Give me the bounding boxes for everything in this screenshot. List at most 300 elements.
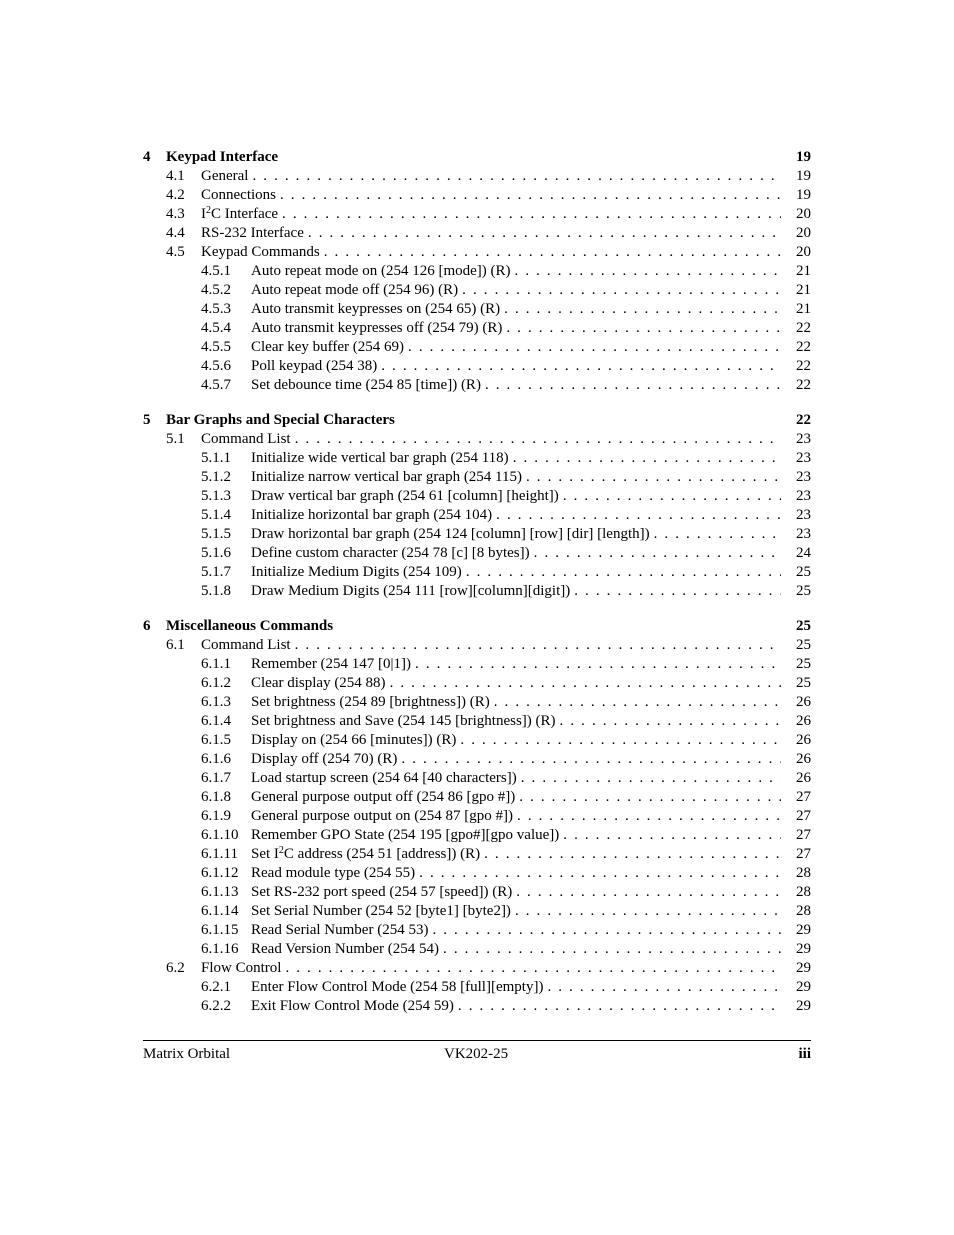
toc-dot-leader <box>295 430 781 449</box>
toc-entry-title-line <box>251 902 783 921</box>
toc-entry-title-text: General purpose output on (254 87 [gpo #]) <box>251 808 514 824</box>
toc-subsection[interactable] <box>143 468 811 487</box>
toc-entry-title-line <box>201 167 783 186</box>
toc-subsection[interactable] <box>143 997 811 1016</box>
toc-entry-title <box>251 582 574 601</box>
toc-entry-title-line <box>251 940 783 959</box>
toc-dot-leader <box>460 731 781 750</box>
toc-dot-leader <box>462 281 781 300</box>
toc-entry-number: 5.1.7 <box>201 564 231 580</box>
toc-subsection[interactable] <box>143 563 811 582</box>
toc-entry-title <box>251 978 547 997</box>
toc-entry-title-line <box>251 449 783 468</box>
toc-entry-page: 27 <box>796 846 811 862</box>
toc-entry-title-text: Display on (254 66 [minutes]) (R) <box>251 732 457 748</box>
toc-dot-leader <box>458 997 781 1016</box>
toc-entry-title-text: Define custom character (254 78 [c] [8 bytes]) <box>251 545 530 561</box>
toc-entry-number: 5 <box>143 412 151 428</box>
toc-entry-title <box>166 617 337 636</box>
toc-entry-page: 19 <box>796 168 811 184</box>
toc-entry-title-line <box>251 921 783 940</box>
toc-entry-title-line <box>251 731 783 750</box>
toc-chapter[interactable] <box>143 411 811 430</box>
toc-entry-page: 28 <box>796 903 811 919</box>
toc-section[interactable] <box>143 205 811 224</box>
toc-entry-title-line <box>251 864 783 883</box>
toc-entry-page: 22 <box>796 339 811 355</box>
toc-entry-number: 6.1.14 <box>201 903 239 919</box>
toc-entry-title-line <box>201 636 783 655</box>
toc-entry-title-superscript: 2 <box>278 845 284 856</box>
toc-subsection[interactable] <box>143 826 811 845</box>
toc-entry-number: 4.5.1 <box>201 263 231 279</box>
toc-entry-title-line <box>251 883 783 902</box>
toc-entry-title <box>251 826 563 845</box>
toc-entry-page: 19 <box>796 187 811 203</box>
toc-entry-title <box>251 807 517 826</box>
toc-entry-number: 4.3 <box>166 206 185 222</box>
toc-subsection[interactable] <box>143 731 811 750</box>
toc-entry-title <box>251 357 381 376</box>
toc-chapter[interactable] <box>143 148 811 167</box>
table-of-contents <box>143 148 811 1016</box>
toc-dot-leader <box>324 243 781 262</box>
toc-entry-title-line <box>251 506 783 525</box>
toc-entry-page: 23 <box>796 488 811 504</box>
toc-entry-page: 20 <box>796 206 811 222</box>
toc-entry-title <box>251 487 563 506</box>
toc-dot-leader <box>494 693 781 712</box>
toc-entry-title-line <box>251 769 783 788</box>
toc-entry-page: 27 <box>796 808 811 824</box>
toc-entry-title-line <box>251 319 783 338</box>
toc-entry-title-text: Draw Medium Digits (254 111 [row][column][digit]) <box>251 583 571 599</box>
toc-entry-title-line <box>251 845 783 864</box>
toc-dot-leader <box>252 167 781 186</box>
toc-entry-page: 29 <box>796 979 811 995</box>
toc-dot-leader <box>415 655 781 674</box>
toc-dot-leader <box>654 525 781 544</box>
toc-entry-page: 25 <box>796 637 811 653</box>
toc-entry-title-line <box>251 468 783 487</box>
toc-entry-page: 29 <box>796 941 811 957</box>
toc-entry-page: 25 <box>796 675 811 691</box>
toc-entry-title <box>251 655 415 674</box>
toc-entry-title-line <box>251 674 783 693</box>
toc-dot-leader <box>285 959 781 978</box>
toc-entry-title-text: Clear display (254 88) <box>251 675 386 691</box>
toc-entry-title-line <box>201 959 783 978</box>
toc-entry-number: 4 <box>143 149 151 165</box>
toc-dot-leader <box>516 883 781 902</box>
toc-entry-title-text: Keypad Commands <box>201 244 320 260</box>
toc-entry-page: 28 <box>796 884 811 900</box>
toc-entry-title-line <box>251 376 783 395</box>
toc-entry-page: 26 <box>796 694 811 710</box>
toc-dot-leader <box>381 357 781 376</box>
toc-entry-title-line <box>251 525 783 544</box>
toc-subsection[interactable] <box>143 544 811 563</box>
toc-dot-leader <box>504 300 781 319</box>
toc-entry-number: 6.1.15 <box>201 922 239 938</box>
toc-entry-title <box>201 224 308 243</box>
toc-entry-title <box>251 693 494 712</box>
toc-entry-title <box>201 243 324 262</box>
toc-entry-page: 25 <box>796 564 811 580</box>
toc-entry-title <box>251 506 496 525</box>
toc-entry-title-line <box>251 300 783 319</box>
toc-entry-number: 5.1.6 <box>201 545 231 561</box>
toc-dot-leader <box>401 750 781 769</box>
toc-entry-title <box>251 997 458 1016</box>
toc-entry-title-line <box>201 186 783 205</box>
toc-entry-title-text: Set debounce time (254 85 [time]) (R) <box>251 377 481 393</box>
toc-entry-page: 29 <box>796 960 811 976</box>
toc-entry-title <box>201 186 280 205</box>
toc-subsection[interactable] <box>143 319 811 338</box>
toc-dot-leader <box>534 544 781 563</box>
toc-subsection[interactable] <box>143 845 811 864</box>
toc-dot-leader <box>521 769 781 788</box>
toc-entry-title-line <box>251 807 783 826</box>
toc-entry-title-prefix: Set I <box>251 846 279 862</box>
toc-entry-title-line <box>251 750 783 769</box>
toc-entry-title <box>201 167 252 186</box>
toc-entry-title-line <box>251 712 783 731</box>
toc-dot-leader <box>563 826 781 845</box>
toc-entry-number: 6.2.2 <box>201 998 231 1014</box>
toc-entry-page: 24 <box>796 545 811 561</box>
toc-subsection[interactable] <box>143 281 811 300</box>
toc-entry-title <box>251 788 519 807</box>
toc-entry-title-text: General <box>201 168 249 184</box>
toc-entry-page: 22 <box>796 320 811 336</box>
toc-entry-title-line <box>251 338 783 357</box>
toc-subsection[interactable] <box>143 487 811 506</box>
toc-entry-number: 4.5.4 <box>201 320 231 336</box>
toc-entry-page: 29 <box>796 922 811 938</box>
toc-entry-number: 6.1.3 <box>201 694 231 710</box>
toc-dot-leader <box>547 978 781 997</box>
toc-entry-number: 4.5 <box>166 244 185 260</box>
toc-entry-title-text: Initialize wide vertical bar graph (254 118) <box>251 450 509 466</box>
toc-section[interactable] <box>143 959 811 978</box>
toc-entry-title-text: Enter Flow Control Mode (254 58 [full][empty]) <box>251 979 544 995</box>
toc-entry-number: 6.1.6 <box>201 751 231 767</box>
toc-entry-title-text: Set brightness (254 89 [brightness]) (R) <box>251 694 490 710</box>
toc-entry-page: 22 <box>796 358 811 374</box>
toc-entry-page: 23 <box>796 526 811 542</box>
toc-entry-title-line <box>251 788 783 807</box>
toc-entry-title-text: Draw vertical bar graph (254 61 [column] [height]) <box>251 488 559 504</box>
toc-entry-title <box>166 411 399 430</box>
toc-section[interactable] <box>143 430 811 449</box>
toc-subsection[interactable] <box>143 807 811 826</box>
toc-subsection[interactable] <box>143 769 811 788</box>
toc-entry-title <box>251 262 515 281</box>
toc-entry-title <box>201 959 285 978</box>
toc-entry-page: 20 <box>796 244 811 260</box>
toc-entry-page: 25 <box>796 656 811 672</box>
toc-entry-page: 28 <box>796 865 811 881</box>
toc-subsection[interactable] <box>143 712 811 731</box>
toc-entry-title-text: Miscellaneous Commands <box>166 618 334 634</box>
toc-subsection[interactable] <box>143 864 811 883</box>
toc-entry-title <box>201 430 295 449</box>
toc-entry-number: 5.1.1 <box>201 450 231 466</box>
toc-entry-title <box>251 769 521 788</box>
toc-entry-title <box>251 674 390 693</box>
toc-subsection[interactable] <box>143 338 811 357</box>
toc-dot-leader <box>517 807 781 826</box>
toc-entry-title-text: Connections <box>201 187 276 203</box>
toc-entry-title-line <box>251 826 783 845</box>
toc-entry-title-text: Draw horizontal bar graph (254 124 [column] [row] [dir] [length]) <box>251 526 650 542</box>
toc-dot-leader <box>308 224 781 243</box>
toc-entry-title-text: Auto transmit keypresses off (254 79) (R) <box>251 320 503 336</box>
toc-subsection[interactable] <box>143 655 811 674</box>
toc-dot-leader <box>295 636 781 655</box>
toc-dot-leader <box>280 186 781 205</box>
toc-entry-page: 22 <box>796 412 811 428</box>
toc-dot-leader <box>432 921 781 940</box>
toc-entry-title <box>251 712 560 731</box>
toc-entry-title-prefix: I <box>201 206 206 222</box>
toc-entry-title-line <box>201 243 783 262</box>
toc-entry-number: 6.1 <box>166 637 185 653</box>
toc-entry-title <box>251 300 504 319</box>
toc-entry-number: 6.1.2 <box>201 675 231 691</box>
toc-subsection[interactable] <box>143 940 811 959</box>
toc-chapter[interactable] <box>143 617 811 636</box>
toc-dot-leader <box>419 864 781 883</box>
toc-entry-title-text: Clear key buffer (254 69) <box>251 339 405 355</box>
toc-entry-number: 4.2 <box>166 187 185 203</box>
toc-entry-number: 6.1.13 <box>201 884 239 900</box>
toc-entry-number: 4.1 <box>166 168 185 184</box>
toc-dot-leader <box>484 845 781 864</box>
toc-entry-number: 6.1.12 <box>201 865 239 881</box>
toc-entry-page: 21 <box>796 301 811 317</box>
toc-section[interactable] <box>143 224 811 243</box>
toc-dot-leader <box>282 205 781 224</box>
toc-subsection[interactable] <box>143 376 811 395</box>
toc-entry-title-text: Set brightness and Save (254 145 [brightness]) (R) <box>251 713 556 729</box>
toc-subsection[interactable] <box>143 921 811 940</box>
toc-entry-title <box>251 864 419 883</box>
toc-entry-title <box>251 544 534 563</box>
toc-entry-number: 6.1.11 <box>201 846 238 862</box>
toc-entry-number: 6.1.7 <box>201 770 231 786</box>
toc-entry-title-text: Remember (254 147 [0|1]) <box>251 656 412 672</box>
toc-entry-title <box>166 148 282 167</box>
toc-entry-title <box>251 921 432 940</box>
toc-entry-number: 6.1.4 <box>201 713 231 729</box>
toc-entry-title <box>251 525 654 544</box>
toc-entry-page: 20 <box>796 225 811 241</box>
toc-entry-title-superscript: 2 <box>206 205 211 216</box>
toc-entry-title-line <box>251 357 783 376</box>
toc-entry-title <box>251 468 526 487</box>
toc-entry-title-line <box>251 262 783 281</box>
toc-section[interactable] <box>143 243 811 262</box>
toc-entry-title <box>251 883 516 902</box>
toc-entry-title-text: Read Version Number (254 54) <box>251 941 440 957</box>
toc-entry-title-line <box>166 411 811 430</box>
toc-entry-page: 26 <box>796 713 811 729</box>
toc-entry-title-line <box>251 544 783 563</box>
toc-section[interactable] <box>143 167 811 186</box>
toc-entry-number: 6.1.1 <box>201 656 231 672</box>
toc-entry-page: 21 <box>796 282 811 298</box>
toc-entry-title <box>251 281 462 300</box>
toc-entry-number: 6.2 <box>166 960 185 976</box>
toc-entry-page: 23 <box>796 507 811 523</box>
toc-entry-title-line <box>251 281 783 300</box>
toc-entry-title-text: Set RS-232 port speed (254 57 [speed]) (R) <box>251 884 513 900</box>
toc-subsection[interactable] <box>143 788 811 807</box>
toc-entry-title-text: Set Serial Number (254 52 [byte1] [byte2]) <box>251 903 511 919</box>
toc-entry-title-line <box>201 224 783 243</box>
toc-entry-title-text: Initialize horizontal bar graph (254 104) <box>251 507 493 523</box>
toc-entry-title-text: C address (254 51 [address]) (R) <box>283 846 481 862</box>
toc-entry-title <box>201 205 282 224</box>
toc-section[interactable] <box>143 186 811 205</box>
toc-entry-title-text: Poll keypad (254 38) <box>251 358 378 374</box>
toc-entry-number: 6.1.16 <box>201 941 239 957</box>
toc-entry-number: 5.1.3 <box>201 488 231 504</box>
toc-entry-page: 25 <box>796 618 811 634</box>
toc-entry-page: 27 <box>796 827 811 843</box>
toc-dot-leader <box>519 788 781 807</box>
toc-entry-page: 23 <box>796 450 811 466</box>
toc-subsection[interactable] <box>143 750 811 769</box>
toc-entry-title-line <box>166 148 811 167</box>
toc-entry-number: 5.1.8 <box>201 583 231 599</box>
toc-subsection[interactable] <box>143 262 811 281</box>
toc-entry-number: 6 <box>143 618 151 634</box>
toc-subsection[interactable] <box>143 693 811 712</box>
toc-entry-number: 4.5.6 <box>201 358 231 374</box>
toc-entry-title-text: Initialize narrow vertical bar graph (254 115) <box>251 469 522 485</box>
toc-subsection[interactable] <box>143 902 811 921</box>
toc-section[interactable] <box>143 636 811 655</box>
toc-dot-leader <box>485 376 781 395</box>
toc-subsection[interactable] <box>143 883 811 902</box>
toc-dot-leader <box>515 262 781 281</box>
toc-entry-page: 22 <box>796 377 811 393</box>
toc-subsection[interactable] <box>143 449 811 468</box>
toc-subsection[interactable] <box>143 582 811 601</box>
toc-entry-title <box>251 563 466 582</box>
toc-entry-page: 19 <box>796 149 811 165</box>
toc-dot-leader <box>506 319 781 338</box>
toc-entry-number: 4.5.7 <box>201 377 231 393</box>
toc-entry-title-text: Auto transmit keypresses on (254 65) (R) <box>251 301 501 317</box>
toc-dot-leader <box>408 338 781 357</box>
toc-subsection[interactable] <box>143 506 811 525</box>
toc-dot-leader <box>515 902 781 921</box>
toc-entry-title-text: Auto repeat mode on (254 126 [mode]) (R) <box>251 263 511 279</box>
toc-entry-title-text: Command List <box>201 431 291 447</box>
toc-entry-title-line <box>201 430 783 449</box>
toc-entry-number: 5.1 <box>166 431 185 447</box>
toc-entry-number: 6.2.1 <box>201 979 231 995</box>
toc-entry-title <box>251 845 484 864</box>
toc-entry-number: 6.1.5 <box>201 732 231 748</box>
toc-dot-leader <box>563 487 781 506</box>
toc-entry-title-text: Flow Control <box>201 960 282 976</box>
toc-entry-title-text: C Interface <box>211 206 279 222</box>
toc-subsection[interactable] <box>143 525 811 544</box>
toc-entry-page: 26 <box>796 751 811 767</box>
toc-entry-title-text: General purpose output off (254 86 [gpo #]) <box>251 789 516 805</box>
toc-entry-number: 4.4 <box>166 225 185 241</box>
toc-entry-title-line <box>251 997 783 1016</box>
toc-entry-number: 6.1.9 <box>201 808 231 824</box>
footer-page-number: iii <box>798 1046 811 1062</box>
toc-subsection[interactable] <box>143 357 811 376</box>
toc-dot-leader <box>443 940 781 959</box>
toc-entry-number: 5.1.4 <box>201 507 231 523</box>
toc-subsection[interactable] <box>143 978 811 997</box>
toc-entry-page: 23 <box>796 469 811 485</box>
toc-entry-page: 26 <box>796 732 811 748</box>
toc-entry-page: 29 <box>796 998 811 1014</box>
toc-entry-title-line <box>251 582 783 601</box>
toc-entry-title-text: Read Serial Number (254 53) <box>251 922 429 938</box>
toc-subsection[interactable] <box>143 300 811 319</box>
toc-entry-title-line <box>201 205 783 224</box>
toc-entry-title-line <box>251 655 783 674</box>
toc-subsection[interactable] <box>143 674 811 693</box>
toc-entry-page: 26 <box>796 770 811 786</box>
toc-dot-leader <box>513 449 781 468</box>
footer-rule <box>143 1040 811 1041</box>
toc-entry-page: 27 <box>796 789 811 805</box>
toc-entry-title <box>251 731 460 750</box>
toc-entry-title-line <box>166 617 811 636</box>
page-footer <box>143 1044 811 1064</box>
toc-entry-title <box>251 319 506 338</box>
toc-entry-number: 5.1.2 <box>201 469 231 485</box>
toc-dot-leader <box>390 674 781 693</box>
toc-entry-title-text: Load startup screen (254 64 [40 characters]) <box>251 770 517 786</box>
toc-entry-title-text: Initialize Medium Digits (254 109) <box>251 564 462 580</box>
toc-entry-title <box>251 750 401 769</box>
toc-entry-number: 5.1.5 <box>201 526 231 542</box>
toc-entry-title <box>251 940 443 959</box>
toc-entry-title-text: Exit Flow Control Mode (254 59) <box>251 998 454 1014</box>
toc-entry-title-text: Bar Graphs and Special Characters <box>166 412 395 428</box>
toc-entry-title-text: Read module type (254 55) <box>251 865 416 881</box>
toc-entry-title-text: RS-232 Interface <box>201 225 304 241</box>
toc-entry-page: 25 <box>796 583 811 599</box>
toc-entry-title-text: Keypad Interface <box>166 149 279 165</box>
toc-entry-title-line <box>251 693 783 712</box>
toc-dot-leader <box>526 468 781 487</box>
toc-entry-page: 21 <box>796 263 811 279</box>
toc-entry-title <box>251 902 515 921</box>
toc-entry-page: 23 <box>796 431 811 447</box>
toc-entry-number: 4.5.2 <box>201 282 231 298</box>
toc-entry-number: 4.5.5 <box>201 339 231 355</box>
toc-entry-number: 4.5.3 <box>201 301 231 317</box>
toc-entry-title-text: Remember GPO State (254 195 [gpo#][gpo value]) <box>251 827 560 843</box>
toc-entry-title <box>251 449 513 468</box>
toc-entry-title-line <box>251 563 783 582</box>
footer-company: Matrix Orbital <box>143 1046 231 1062</box>
